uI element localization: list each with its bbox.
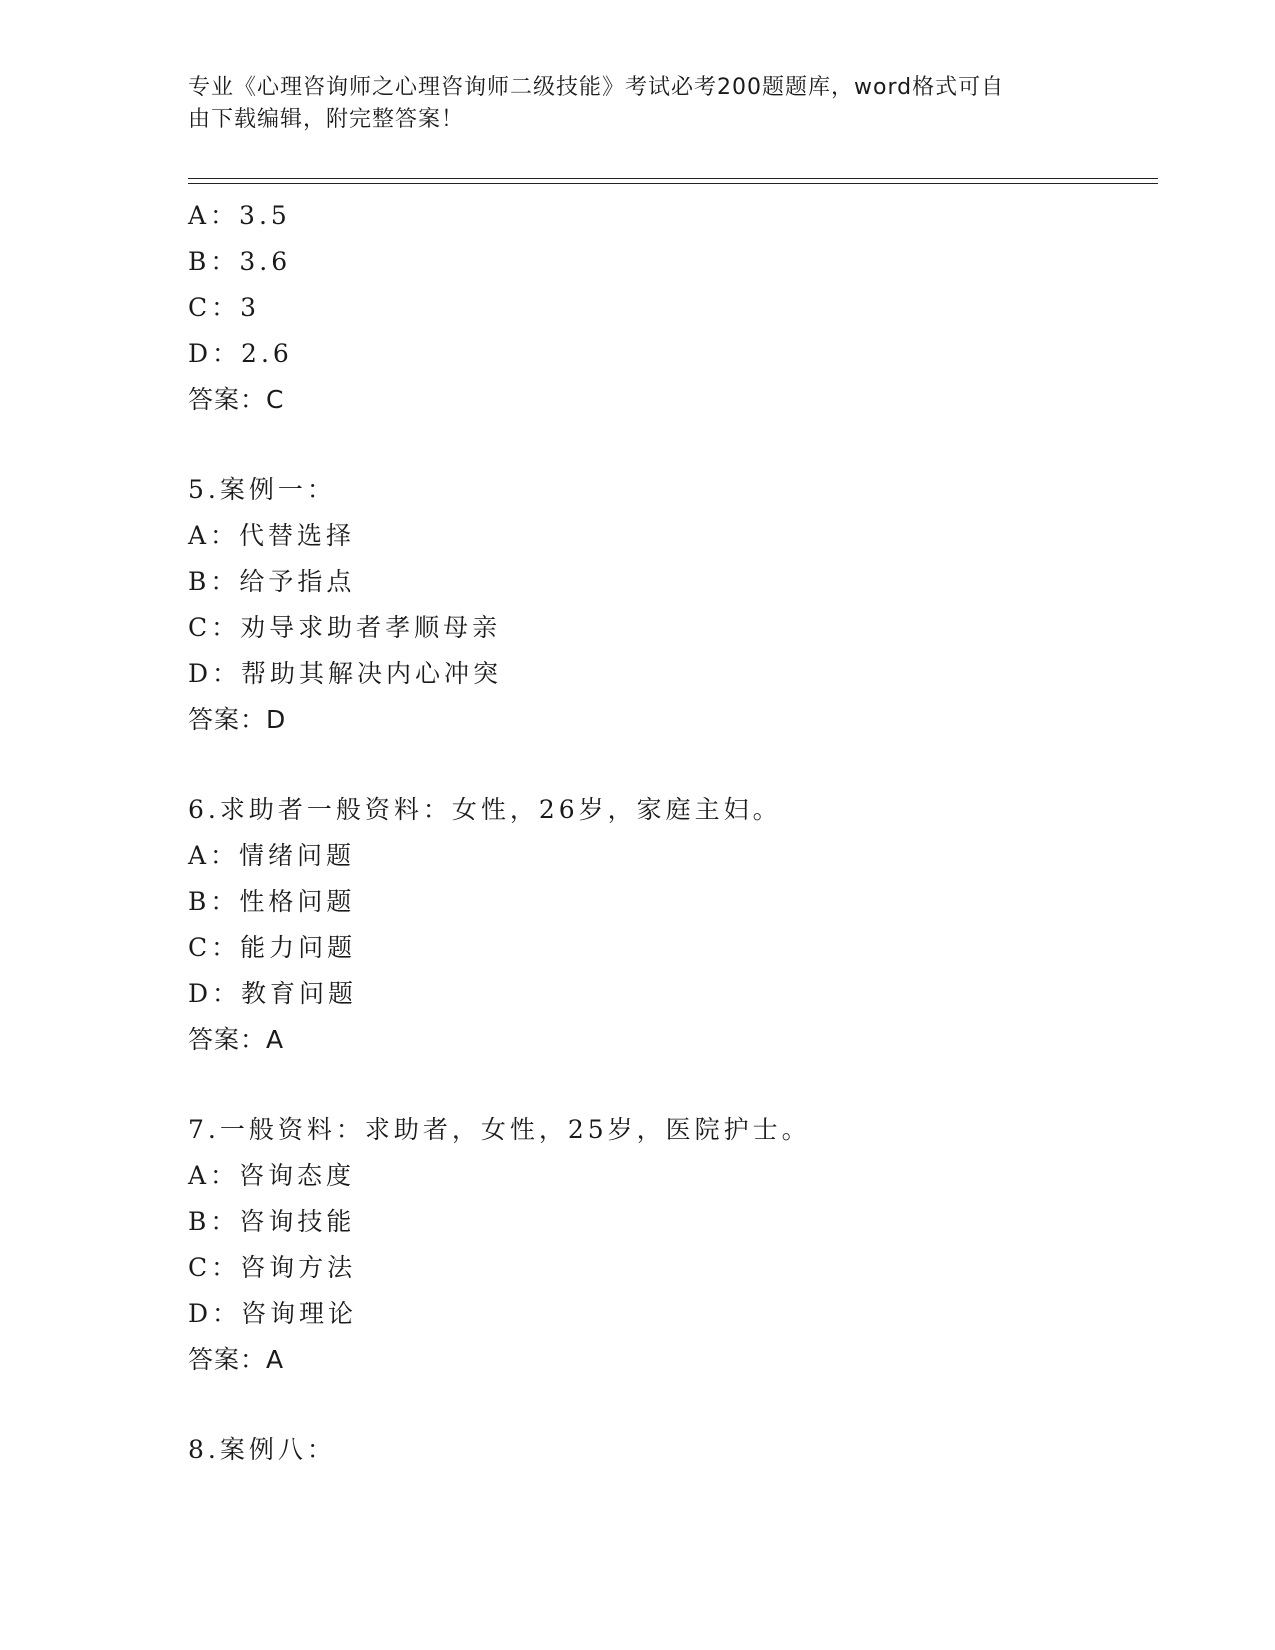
option-d: D：帮助其解决内心冲突 <box>188 659 503 688</box>
question-title: 7.一般资料：求助者，女性，25岁，医院护士。 <box>188 1115 811 1144</box>
option-b: B：3.6 <box>188 247 292 276</box>
option-c: C：劝导求助者孝顺母亲 <box>188 613 502 642</box>
answer-line: 答案：A <box>188 1025 285 1054</box>
question-title: 6.求助者一般资料：女性，26岁，家庭主妇。 <box>188 795 782 824</box>
header-divider-bottom <box>188 183 1158 184</box>
option-c: C：咨询方法 <box>188 1253 357 1282</box>
option-d: D：咨询理论 <box>188 1299 358 1328</box>
document-header <box>188 72 1088 136</box>
header-divider-top <box>188 178 1158 179</box>
option-d: D：教育问题 <box>188 979 358 1008</box>
option-b: B：咨询技能 <box>188 1207 356 1236</box>
header-line-1: 专业《心理咨询师之心理咨询师二级技能》考试必考200题题库，word格式可自 <box>188 75 1005 100</box>
question-title: 5.案例一： <box>188 475 336 504</box>
question-7 <box>188 1107 1188 1383</box>
option-a: A：3.5 <box>188 201 291 230</box>
question-8 <box>188 1427 1188 1473</box>
question-list <box>188 193 1188 1473</box>
option-b: B：给予指点 <box>188 567 356 596</box>
header-line-2: 由下载编辑，附完整答案！ <box>188 107 465 132</box>
option-a: A：咨询态度 <box>188 1161 356 1190</box>
answer-line: 答案：C <box>188 385 285 414</box>
question-6 <box>188 787 1188 1063</box>
option-c: C：3 <box>188 293 261 322</box>
question-5 <box>188 467 1188 743</box>
question-title: 8.案例八： <box>188 1435 336 1464</box>
answer-line: 答案：D <box>188 705 287 734</box>
option-a: A：代替选择 <box>188 521 356 550</box>
option-a: A：情绪问题 <box>188 841 356 870</box>
option-d: D：2.6 <box>188 339 293 368</box>
question-4 <box>188 193 1188 423</box>
answer-line: 答案：A <box>188 1345 285 1374</box>
option-b: B：性格问题 <box>188 887 356 916</box>
option-c: C：能力问题 <box>188 933 357 962</box>
